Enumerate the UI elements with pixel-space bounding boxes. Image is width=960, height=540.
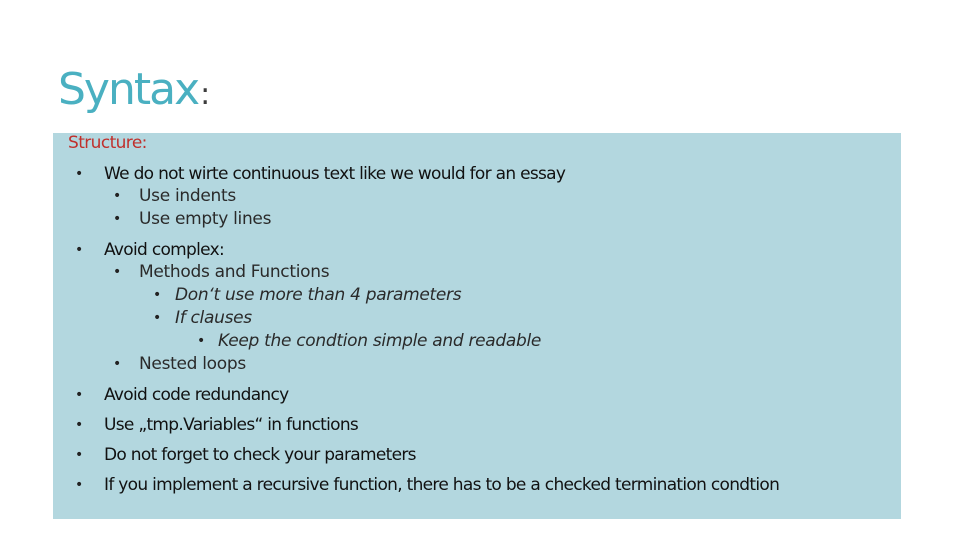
bullet-marker: • (197, 333, 206, 349)
bullet-marker: • (113, 188, 122, 204)
bullet-marker: • (113, 211, 122, 227)
slide-title (58, 62, 210, 123)
bullet-marker: • (153, 310, 162, 326)
list-item: Nested loops (139, 354, 246, 374)
bullet-marker: • (75, 477, 84, 493)
list-item: If you implement a recursive function, there has to be a checked termination condtion (104, 475, 780, 495)
list-item: Use empty lines (139, 209, 272, 229)
list-item: Keep the condtion simple and readable (218, 331, 542, 351)
bullet-marker: • (75, 447, 84, 463)
bullet-marker: • (113, 356, 122, 372)
list-item: Don‘t use more than 4 parameters (175, 285, 462, 305)
section-heading: Structure: (68, 133, 147, 153)
title-colon: : (200, 77, 211, 112)
bullet-marker: • (75, 417, 84, 433)
list-item: Use „tmp.Variables“ in functions (104, 415, 359, 435)
list-item: Methods and Functions (139, 262, 330, 282)
bullet-marker: • (75, 242, 84, 258)
list-item: Avoid code redundancy (104, 385, 289, 405)
list-item: We do not wirte continuous text like we would for an essay (104, 164, 566, 184)
bullet-marker: • (75, 387, 84, 403)
list-item: Use indents (139, 186, 236, 206)
list-item: If clauses (175, 308, 252, 328)
bullet-marker: • (75, 166, 84, 182)
title-text: Syntax (58, 64, 199, 115)
list-item: Avoid complex: (104, 240, 224, 260)
bullet-marker: • (153, 287, 162, 303)
bullet-marker: • (113, 264, 122, 280)
list-item: Do not forget to check your parameters (104, 445, 416, 465)
